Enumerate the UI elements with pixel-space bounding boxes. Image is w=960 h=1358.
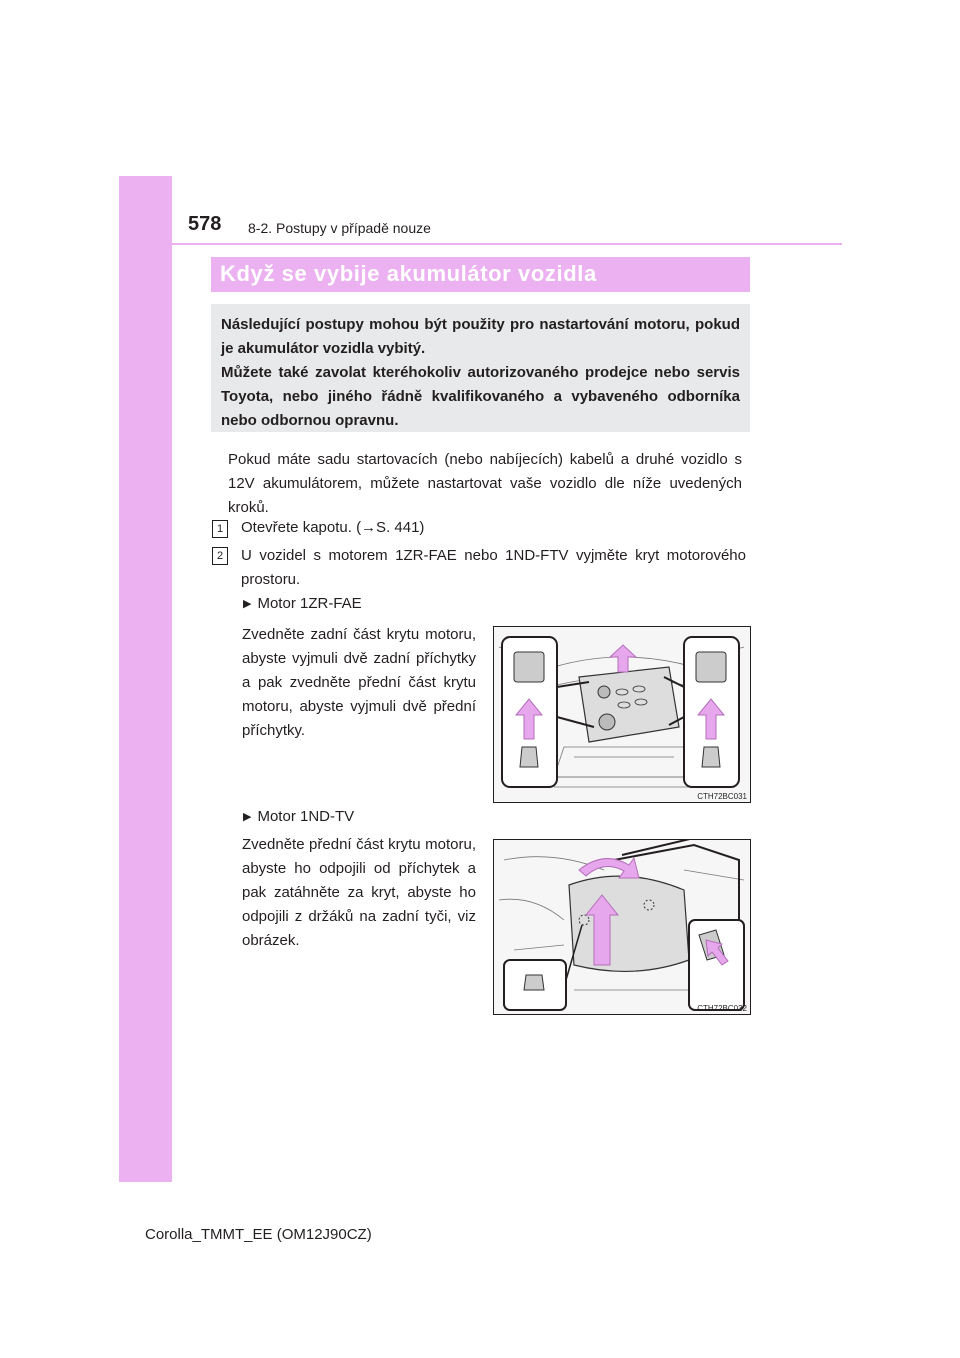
body-paragraph [228,448,742,520]
triangle-bullet-icon: ▶ [243,598,252,610]
step-number-badge: 2 [212,547,228,565]
page-number: 578 [188,213,222,235]
variant-description: Zvedněte zadní část krytu motoru, abyste vyjmuli dvě zadní příchytky a pak zvedněte přední část krytu motoru, abyste vyjmuli dvě přední příchytky. [242,626,476,739]
engine-illustration-icon [494,627,750,802]
page-footer: Corolla_TMMT_EE (OM12J90CZ) [145,1226,372,1243]
intro-line: Můžete také zavolat kteréhokoliv autorizovaného prodejce nebo servis Toyota, nebo jiného řádně kvalifikovaného a vybaveného odborníka nebo odbornou opravnu. [221,364,740,429]
variant-description: Zvedněte přední část krytu motoru, abyste ho odpojili od příchytek a pak zatáhněte za kryt, abyste ho odpojili z držáků na zadní tyči, viz obrázek. [242,836,476,949]
chapter-side-band [119,176,172,1182]
section-title: Když se vybije akumulátor vozidla [211,257,750,292]
triangle-bullet-icon: ▶ [243,811,252,823]
engine-illustration-icon [494,840,750,1014]
variant-title: Motor 1ND-TV [257,808,355,825]
chapter-title: 8-2. Postupy v případě nouze [248,220,431,236]
intro-line: Následující postupy mohou být použity pro nastartování motoru, pokud je akumulátor vozidla vybitý. [221,316,740,357]
step-number-badge: 1 [212,520,228,538]
figure-code: CTH72BC032 [697,1004,747,1013]
intro-box [211,304,750,432]
step-text: U vozidel s motorem 1ZR-FAE nebo 1ND-FTV vyjměte kryt motorového prostoru. [241,547,746,588]
figure-engine-cover-1nd [493,839,751,1015]
paragraph-text: Pokud máte sadu startovacích (nebo nabíjecích) kabelů a druhé vozidlo s 12V akumulátorem, můžete nastartovat vaše vozidlo dle níže uvedených kroků. [228,451,742,516]
step-text: Otevřete kapotu. (→S. 441) [241,519,425,536]
header-rule [172,243,842,245]
variant-heading [243,592,362,617]
figure-engine-cover-1zr [493,626,751,803]
variant-heading [243,805,354,830]
variant-title: Motor 1ZR-FAE [257,595,362,612]
figure-code: CTH72BC031 [697,792,747,801]
